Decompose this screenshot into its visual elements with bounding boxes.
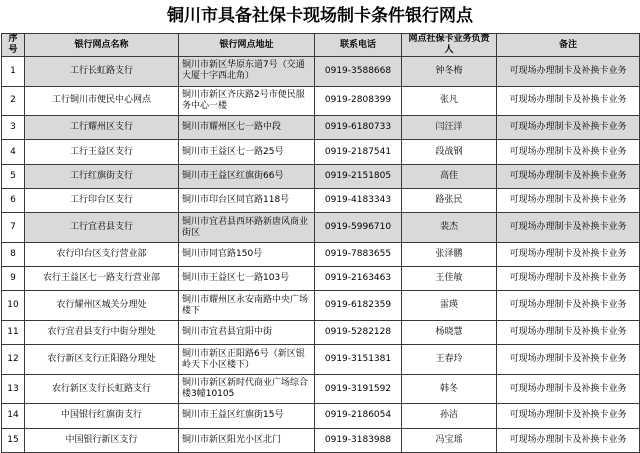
row-note: 可现场办理制卡及补换卡业务 <box>497 374 640 404</box>
row-address: 铜川市王益区七一路25号 <box>179 140 315 164</box>
row-phone: 0919-2151805 <box>315 164 402 188</box>
row-branch-name: 农行王益区七一路支行营业部 <box>25 267 179 291</box>
row-note: 可现场办理制卡及补换卡业务 <box>497 242 640 266</box>
row-person: 王佳敏 <box>402 267 497 291</box>
row-branch-name: 工行长虹路支行 <box>25 57 179 87</box>
row-address: 铜川市王益区红旗街66号 <box>179 164 315 188</box>
table-row <box>2 57 640 87</box>
row-note: 可现场办理制卡及补换卡业务 <box>497 188 640 212</box>
header-note: 备注 <box>497 34 640 57</box>
header-row <box>2 34 640 57</box>
row-person: 闫汪洋 <box>402 116 497 140</box>
row-person: 裴杰 <box>402 213 497 243</box>
row-branch-name: 工行耀州区支行 <box>25 116 179 140</box>
row-no: 4 <box>2 140 25 164</box>
row-phone: 0919-5282128 <box>315 320 402 344</box>
row-person: 张凡 <box>402 86 497 116</box>
row-no: 9 <box>2 267 25 291</box>
row-note: 可现场办理制卡及补换卡业务 <box>497 57 640 87</box>
row-no: 7 <box>2 213 25 243</box>
table-row <box>2 242 640 266</box>
row-address: 铜川市新区齐庆路2号市便民服务中心一楼 <box>179 86 315 116</box>
row-note: 可现场办理制卡及补换卡业务 <box>497 320 640 344</box>
header-no: 序号 <box>2 34 25 57</box>
row-phone: 0919-2186054 <box>315 404 402 428</box>
row-branch-name: 中国银行新区支行 <box>25 428 179 452</box>
row-no: 2 <box>2 86 25 116</box>
table-row <box>2 320 640 344</box>
row-person: 钟冬梅 <box>402 57 497 87</box>
row-address: 铜川市新区新时代商业广场综合楼3幢10105 <box>179 374 315 404</box>
row-phone: 0919-3588668 <box>315 57 402 87</box>
bank-branch-table <box>1 33 640 453</box>
row-no: 13 <box>2 374 25 404</box>
header-person-in-charge: 网点社保卡业务负责人 <box>402 34 497 57</box>
row-branch-name: 工行王益区支行 <box>25 140 179 164</box>
row-no: 10 <box>2 291 25 321</box>
row-person: 韩冬 <box>402 374 497 404</box>
row-phone: 0919-4183343 <box>315 188 402 212</box>
row-phone: 0919-3151381 <box>315 345 402 375</box>
table-row <box>2 374 640 404</box>
row-branch-name: 农行耀州区城关分理处 <box>25 291 179 321</box>
row-branch-name: 工行红旗街支行 <box>25 164 179 188</box>
row-no: 8 <box>2 242 25 266</box>
header-phone: 联系电话 <box>315 34 402 57</box>
row-phone: 0919-5996710 <box>315 213 402 243</box>
row-branch-name: 农行印台区支行营业部 <box>25 242 179 266</box>
row-phone: 0919-2187541 <box>315 140 402 164</box>
row-person: 高佳 <box>402 164 497 188</box>
row-person: 段战钢 <box>402 140 497 164</box>
row-branch-name: 工行铜川市便民中心网点 <box>25 86 179 116</box>
row-no: 5 <box>2 164 25 188</box>
row-note: 可现场办理制卡及补换卡业务 <box>497 345 640 375</box>
row-phone: 0919-3183988 <box>315 428 402 452</box>
row-no: 11 <box>2 320 25 344</box>
row-person: 冯宝瑶 <box>402 428 497 452</box>
row-note: 可现场办理制卡及补换卡业务 <box>497 291 640 321</box>
row-note: 可现场办理制卡及补换卡业务 <box>497 116 640 140</box>
table-row <box>2 188 640 212</box>
row-person: 杨晓慧 <box>402 320 497 344</box>
row-address: 铜川市新区华原东道7号（交通大厦十字西北角） <box>179 57 315 87</box>
row-address: 铜川市新区正阳路6号（新区银岭天下小区楼下） <box>179 345 315 375</box>
table-row <box>2 213 640 243</box>
row-phone: 0919-6180733 <box>315 116 402 140</box>
row-address: 铜川市耀州区永安南路中央广场楼下 <box>179 291 315 321</box>
row-person: 孙洁 <box>402 404 497 428</box>
row-no: 3 <box>2 116 25 140</box>
row-address: 铜川市同官路150号 <box>179 242 315 266</box>
page-title: 铜川市具备社保卡现场制卡条件银行网点 <box>167 6 473 26</box>
row-person: 张泽鹏 <box>402 242 497 266</box>
row-person: 雷瑛 <box>402 291 497 321</box>
table-row <box>2 345 640 375</box>
row-address: 铜川市耀州区七一路中段 <box>179 116 315 140</box>
table-row <box>2 86 640 116</box>
row-address: 铜川市新区阳光小区北门 <box>179 428 315 452</box>
table-row <box>2 291 640 321</box>
table-row <box>2 140 640 164</box>
row-branch-name: 工行宜君县支行 <box>25 213 179 243</box>
row-no: 12 <box>2 345 25 375</box>
row-note: 可现场办理制卡及补换卡业务 <box>497 164 640 188</box>
row-note: 可现场办理制卡及补换卡业务 <box>497 404 640 428</box>
table-row <box>2 164 640 188</box>
row-phone: 0919-3191592 <box>315 374 402 404</box>
row-note: 可现场办理制卡及补换卡业务 <box>497 267 640 291</box>
table-row <box>2 428 640 452</box>
row-no: 15 <box>2 428 25 452</box>
table-row <box>2 116 640 140</box>
row-branch-name: 工行印台区支行 <box>25 188 179 212</box>
row-branch-name: 农行宜君县支行中街分理处 <box>25 320 179 344</box>
row-address: 铜川市宜君县西环路新唐风商业街区 <box>179 213 315 243</box>
row-no: 1 <box>2 57 25 87</box>
row-person: 路张民 <box>402 188 497 212</box>
row-note: 可现场办理制卡及补换卡业务 <box>497 86 640 116</box>
table-row <box>2 404 640 428</box>
row-no: 14 <box>2 404 25 428</box>
row-note: 可现场办理制卡及补换卡业务 <box>497 140 640 164</box>
row-person: 王春玲 <box>402 345 497 375</box>
header-branch-name: 银行网点名称 <box>25 34 179 57</box>
table-row <box>2 267 640 291</box>
row-branch-name: 中国银行红旗街支行 <box>25 404 179 428</box>
row-branch-name: 农行新区支行长虹路支行 <box>25 374 179 404</box>
row-branch-name: 农行新区支行正阳路分理处 <box>25 345 179 375</box>
row-phone: 0919-2163463 <box>315 267 402 291</box>
row-no: 6 <box>2 188 25 212</box>
row-note: 可现场办理制卡及补换卡业务 <box>497 428 640 452</box>
header-branch-address: 银行网点地址 <box>179 34 315 57</box>
row-note: 可现场办理制卡及补换卡业务 <box>497 213 640 243</box>
row-address: 铜川市王益区七一路103号 <box>179 267 315 291</box>
row-phone: 0919-2808399 <box>315 86 402 116</box>
row-phone: 0919-7883655 <box>315 242 402 266</box>
row-address: 铜川市印台区同官路118号 <box>179 188 315 212</box>
row-address: 铜川市宜君县宜阳中街 <box>179 320 315 344</box>
row-address: 铜川市王益区红旗街15号 <box>179 404 315 428</box>
row-phone: 0919-6182359 <box>315 291 402 321</box>
